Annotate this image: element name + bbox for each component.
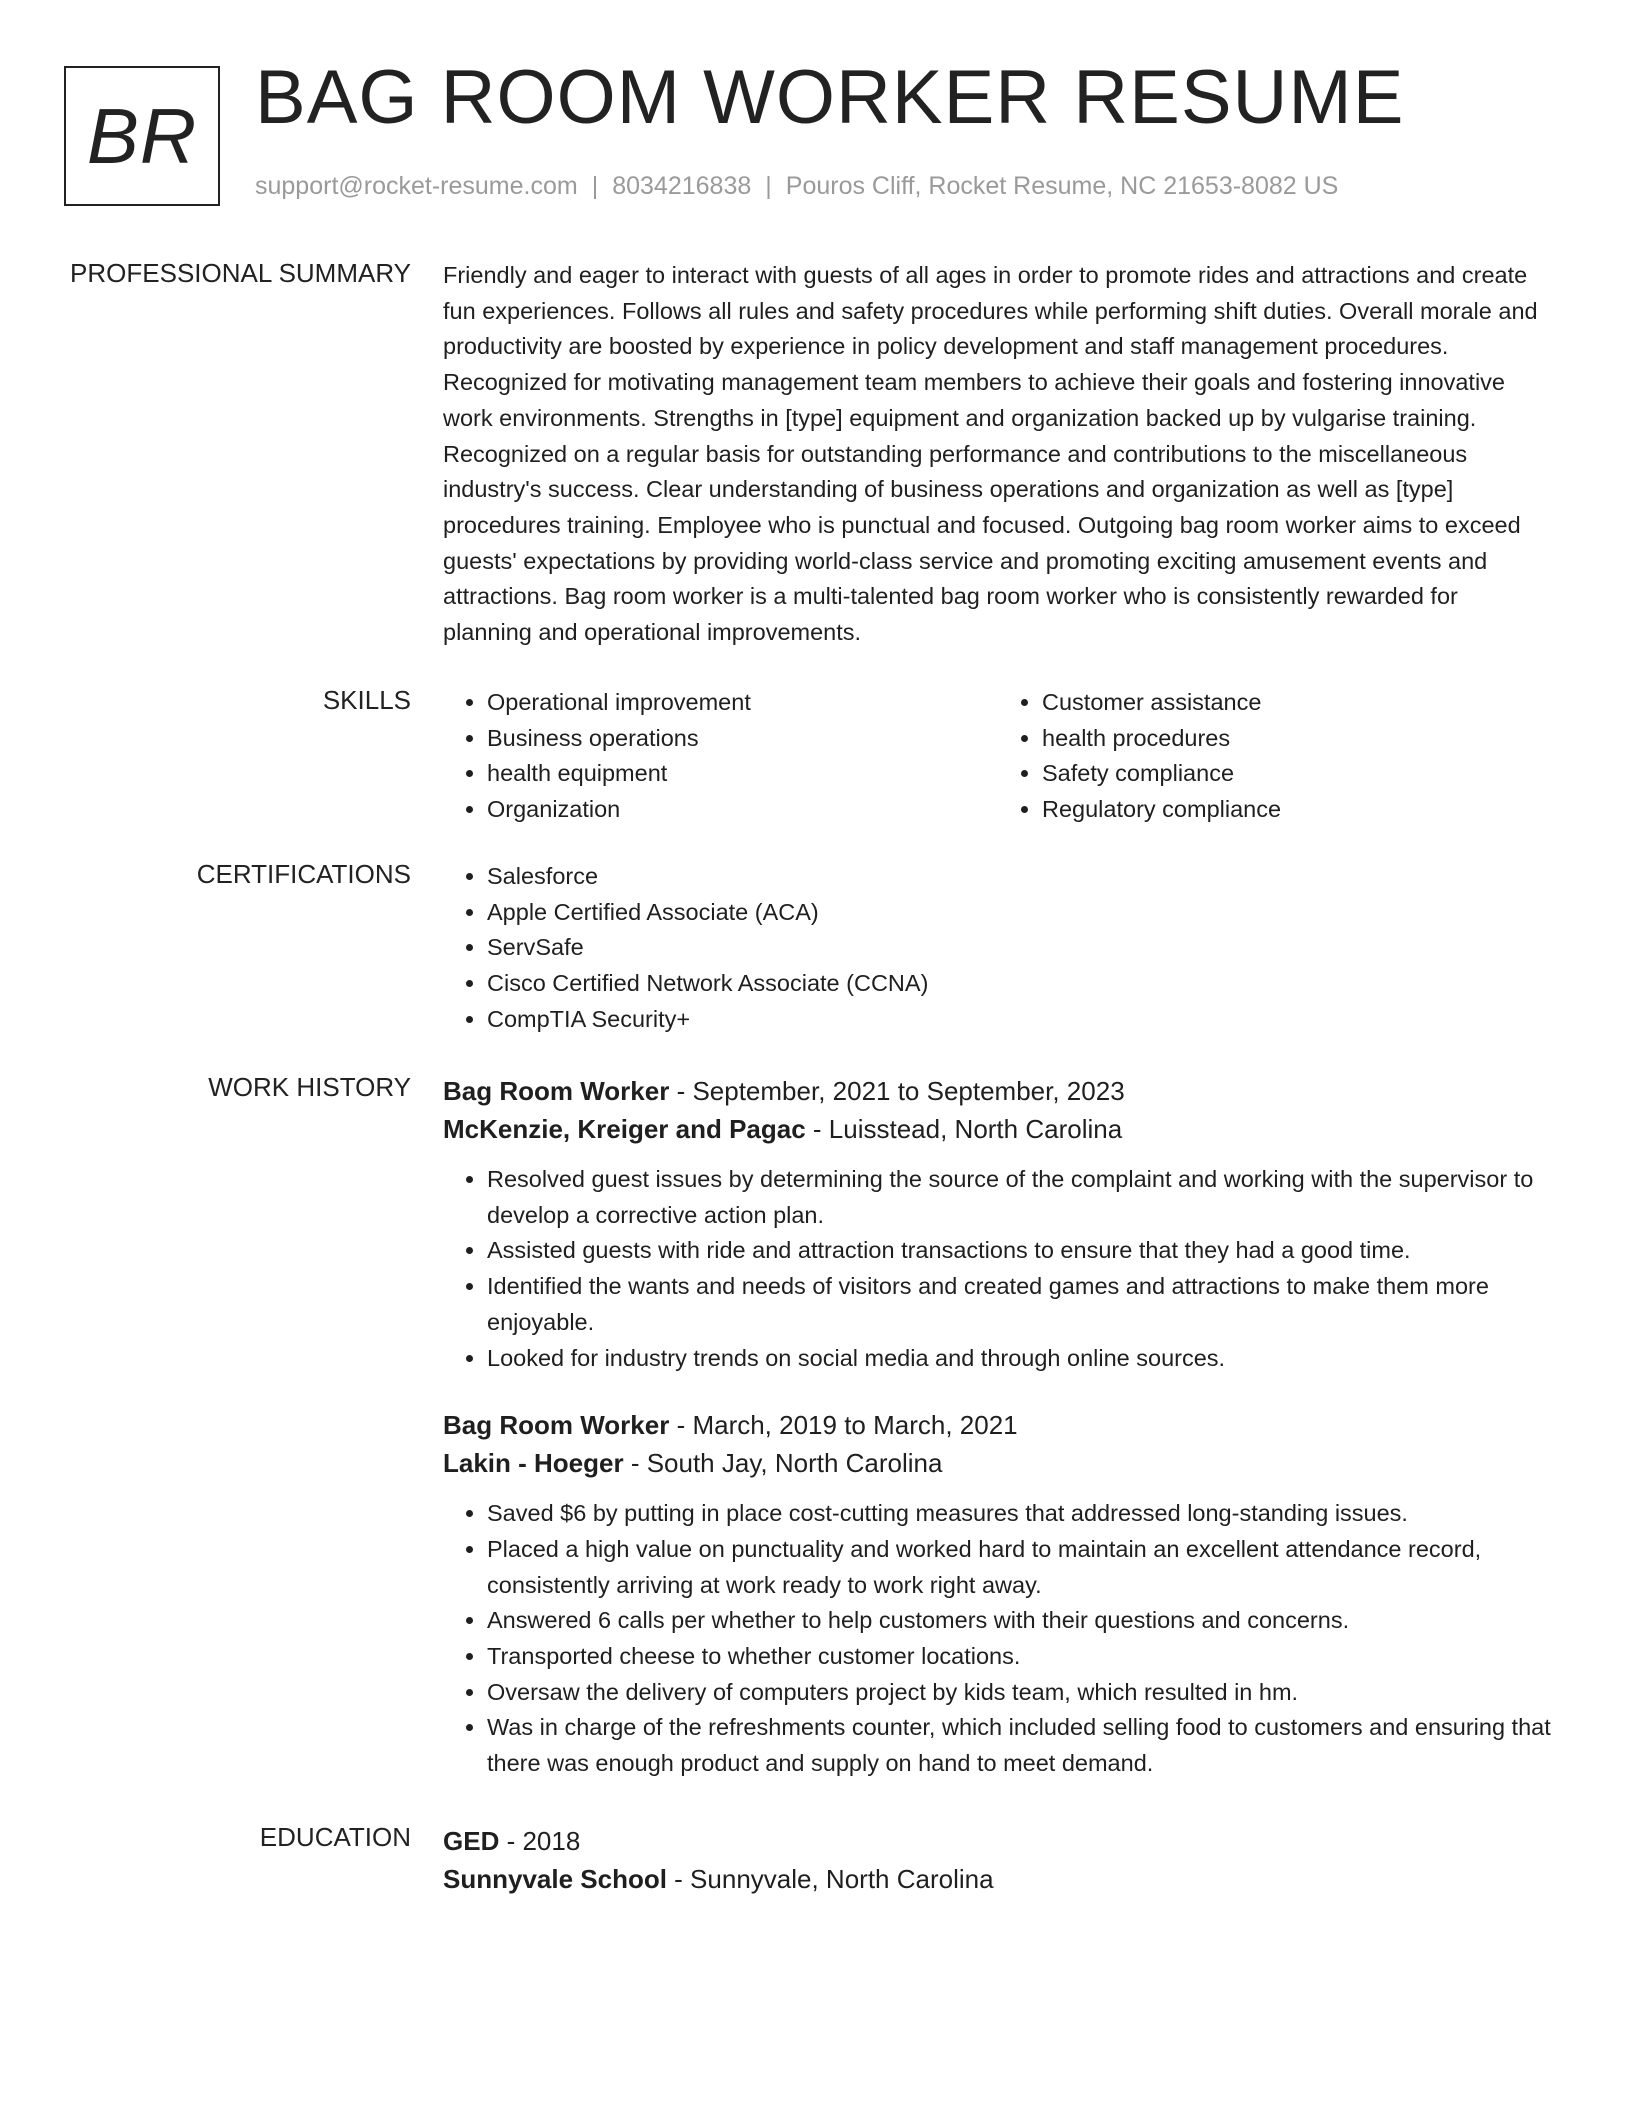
job-bullet: • Oversaw the delivery of computers project by kids team, which resulted in hm. <box>487 1675 1553 1711</box>
contact-address: Pouros Cliff, Rocket Resume, NC 21653-8082 US <box>785 172 1339 200</box>
summary-text: Friendly and eager to interact with guests of all ages in order to promote rides and attractions and create fun experiences. Follows all rules and safety procedures while performing shift duties. Overall morale and productivity are boosted by experience in policy development and staff management procedures. Recognized for motivating management team members to achieve their goals and fostering innovative work environments. Strengths in [type] equipment and organization backed up by vulgarise training. Recognized on a regular basis for outstanding performance and contributions to the miscellaneous industry's success. Clear understanding of business operations and organization as well as [type] procedures training. Employee who is punctual and focused. Outgoing bag room worker aims to exceed guests' expectations by providing world-class service and promoting exciting amusement events and attractions. Bag room worker is a multi-talented bag room worker who is consistently rewarded for planning and operational improvements. <box>443 262 1538 646</box>
job-company-line <box>443 1110 1553 1148</box>
skill-item: • health procedures <box>1042 721 1553 757</box>
job-company: McKenzie, Kreiger and Pagac <box>443 1114 806 1144</box>
education-degree: GED <box>443 1826 500 1856</box>
skill-item: • Operational improvement <box>487 685 998 721</box>
contact-email[interactable]: support@rocket-resume.com <box>255 172 578 200</box>
skill-item: • Organization <box>487 792 998 828</box>
job-company-line <box>443 1444 1553 1482</box>
job-entry <box>443 1072 1553 1376</box>
job-title-line <box>443 1406 1553 1444</box>
job-title: Bag Room Worker <box>443 1410 670 1441</box>
certification-item: • Cisco Certified Network Associate (CCNA) <box>487 966 1553 1002</box>
contact-line <box>255 172 1338 201</box>
job-location: - South Jay, North Carolina <box>623 1448 943 1479</box>
certifications-body <box>443 859 1553 1038</box>
job-bullet: • Identified the wants and needs of visitors and created games and attractions to make them more enjoyable. <box>487 1269 1553 1340</box>
section-label-certifications: CERTIFICATIONS <box>196 859 411 889</box>
education-school-line <box>443 1860 1553 1898</box>
job-bullet: • Answered 6 calls per whether to help customers with their questions and concerns. <box>487 1603 1553 1639</box>
education-location: - Sunnyvale, North Carolina <box>666 1864 994 1894</box>
certification-item: • Salesforce <box>487 859 1553 895</box>
skill-item: • Customer assistance <box>1042 685 1553 721</box>
education-school: Sunnyvale School <box>443 1864 667 1894</box>
job-company: Lakin - Hoeger <box>443 1448 624 1479</box>
job-dates: - March, 2019 to March, 2021 <box>669 1410 1018 1441</box>
job-entry <box>443 1406 1553 1782</box>
job-title: Bag Room Worker <box>443 1076 670 1106</box>
job-dates: - September, 2021 to September, 2023 <box>669 1076 1125 1106</box>
summary-body <box>443 258 1553 651</box>
job-bullet: • Saved $6 by putting in place cost-cutting measures that addressed long-standing issues. <box>487 1496 1553 1532</box>
job-bullet: • Placed a high value on punctuality and worked hard to maintain an excellent attendance record, consistently arriving at work ready to work right away. <box>487 1532 1553 1603</box>
section-label-summary: PROFESSIONAL SUMMARY <box>70 258 411 288</box>
job-bullet: • Was in charge of the refreshments counter, which included selling food to customers and ensuring that there was enough product and supply on hand to meet demand. <box>487 1710 1553 1781</box>
skills-list-col1 <box>443 685 998 828</box>
education-year: - 2018 <box>499 1826 581 1856</box>
skills-list-col2 <box>998 685 1553 828</box>
job-title-line <box>443 1072 1553 1110</box>
certification-item: • ServSafe <box>487 930 1553 966</box>
section-label-skills: SKILLS <box>322 685 411 715</box>
skill-item: • Business operations <box>487 721 998 757</box>
education-degree-line <box>443 1822 1553 1860</box>
contact-phone[interactable]: 8034216838 <box>612 172 752 200</box>
certification-item: • Apple Certified Associate (ACA) <box>487 895 1553 931</box>
monogram-badge: BR <box>64 66 220 206</box>
contact-separator: | <box>591 172 599 200</box>
job-bullet: • Assisted guests with ride and attraction transactions to ensure that they had a good time. <box>487 1233 1553 1269</box>
certification-item: • CompTIA Security+ <box>487 1002 1553 1038</box>
section-label-education: EDUCATION <box>259 1822 411 1852</box>
job-bullet: • Resolved guest issues by determining the source of the complaint and working with the supervisor to develop a corrective action plan. <box>487 1162 1553 1233</box>
skill-item: • Safety compliance <box>1042 756 1553 792</box>
skill-item: • Regulatory compliance <box>1042 792 1553 828</box>
job-bullet: • Looked for industry trends on social media and through online sources. <box>487 1341 1553 1377</box>
section-label-work-history: WORK HISTORY <box>208 1072 411 1102</box>
certifications-list <box>443 859 1553 1038</box>
contact-separator: | <box>765 172 772 200</box>
job-location: - Luisstead, North Carolina <box>805 1114 1123 1144</box>
job-bullets <box>443 1162 1553 1376</box>
work-history-body <box>443 1072 1553 1782</box>
skills-columns <box>443 685 1553 828</box>
job-bullets <box>443 1496 1553 1782</box>
education-body <box>443 1822 1553 1898</box>
job-bullet: • Transported cheese to whether customer locations. <box>487 1639 1553 1675</box>
resume-title: BAG ROOM WORKER RESUME <box>255 55 1405 140</box>
skill-item: • health equipment <box>487 756 998 792</box>
